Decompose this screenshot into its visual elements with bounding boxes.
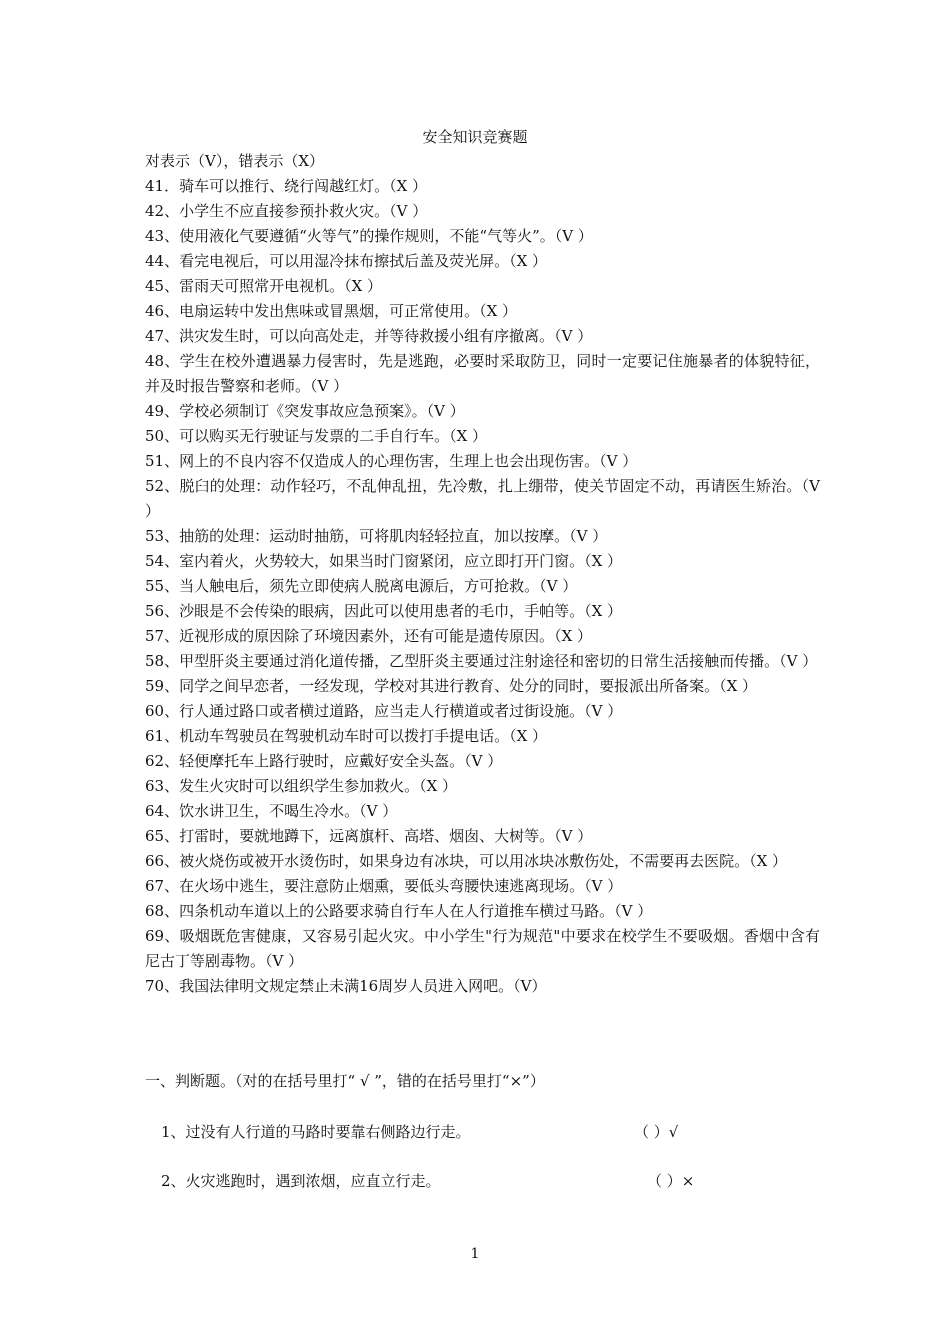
list-item: 51、网上的不良内容不仅造成人的心理伤害，生理上也会出现伤害。（V ） bbox=[145, 452, 638, 470]
list-item: 44、看完电视后，可以用湿冷抹布擦拭后盖及荧光屏。（X ） bbox=[145, 252, 548, 270]
list-item: 65、打雷时，要就地蹲下，远离旗杆、高塔、烟囱、大树等。（V ） bbox=[145, 827, 593, 845]
list-item: 46、电扇运转中发出焦味或冒黑烟，可正常使用。（X ） bbox=[145, 302, 518, 320]
list-item: 41．骑车可以推行、绕行闯越红灯。（X ） bbox=[145, 177, 428, 195]
question-text: 2、火灾逃跑时，遇到浓烟，应直立行走。 bbox=[161, 1172, 441, 1190]
list-item: 64、饮水讲卫生，不喝生冷水。（V ） bbox=[145, 802, 398, 820]
list-item: 66、被火烧伤或被开水烫伤时，如果身边有冰块，可以用冰块冰敷伤处，不需要再去医院。（X ） bbox=[145, 852, 788, 870]
list-item: 52、脱臼的处理：动作轻巧，不乱伸乱扭，先冷敷，扎上绷带，使关节固定不动，再请医生矫治。（V ） bbox=[145, 477, 820, 520]
list-item: 58、甲型肝炎主要通过消化道传播，乙型肝炎主要通过注射途径和密切的日常生活接触而传播。（V ） bbox=[145, 652, 818, 670]
list-item: 57、近视形成的原因除了环境因素外，还有可能是遗传原因。（X ） bbox=[145, 627, 593, 645]
question-text: 1、过没有人行道的马路时要靠右侧路边行走。 bbox=[161, 1123, 471, 1141]
answer-parentheses: （ ）× bbox=[647, 1172, 695, 1190]
list-item: 53、抽筋的处理：运动时抽筋，可将肌肉轻轻拉直，加以按摩。（V ） bbox=[145, 527, 608, 545]
answer-parentheses: （ ）√ bbox=[634, 1123, 679, 1141]
list-item: 43、使用液化气要遵循“火等气”的操作规则，不能“气等火”。（V ） bbox=[145, 227, 593, 245]
list-item: 70、我国法律明文规定禁止未满16周岁人员进入网吧。（V） bbox=[145, 977, 547, 995]
list-item: 60、行人通过路口或者横过道路，应当走人行横道或者过街设施。（V ） bbox=[145, 702, 623, 720]
list-item: 56、沙眼是不会传染的眼病，因此可以使用患者的毛巾，手帕等。（X ） bbox=[145, 602, 623, 620]
list-item: 59、同学之间早恋者，一经发现，学校对其进行教育、处分的同时，要报派出所备案。（X ） bbox=[145, 677, 758, 695]
list-item: 45、雷雨天可照常开电视机。（X ） bbox=[145, 277, 383, 295]
list-item: 54、室内着火，火势较大，如果当时门窗紧闭，应立即打开门窗。（X ） bbox=[145, 552, 623, 570]
document-title: 安全知识竞赛题 bbox=[422, 128, 528, 146]
list-item: 62、轻便摩托车上路行驶时，应戴好安全头盔。（V ） bbox=[145, 752, 503, 770]
list-item: 55、当人触电后，须先立即使病人脱离电源后，方可抢救。（V ） bbox=[145, 577, 578, 595]
list-item: 42、小学生不应直接参预扑救火灾。（V ） bbox=[145, 202, 428, 220]
list-item: 50、可以购买无行驶证与发票的二手自行车。（X ） bbox=[145, 427, 488, 445]
list-item: 61、机动车驾驶员在驾驶机动车时可以拨打手提电话。（X ） bbox=[145, 727, 548, 745]
list-item: 49、学校必须制订《突发事故应急预案》。（V ） bbox=[145, 402, 465, 420]
section-heading: 一、判断题。（对的在括号里打“ √ ”，错的在括号里打“×”） bbox=[145, 1072, 545, 1090]
list-item: 48、学生在校外遭遇暴力侵害时，先是逃跑，必要时采取防卫，同时一定要记住施暴者的体貌特征，并及时报告警察和老师。（V ） bbox=[145, 352, 820, 395]
list-item: 67、在火场中逃生，要注意防止烟熏，要低头弯腰快速逃离现场。（V ） bbox=[145, 877, 623, 895]
question-list bbox=[145, 149, 820, 999]
list-item: 68、四条机动车道以上的公路要求骑自行车人在人行道推车横过马路。（V ） bbox=[145, 902, 653, 920]
list-item: 69、吸烟既危害健康，又容易引起火灾。中小学生"行为规范"中要求在校学生不要吸烟。香烟中含有尼古丁等剧毒物。（V ） bbox=[145, 927, 820, 970]
list-item: 47、洪灾发生时，可以向高处走，并等待救援小组有序撤离。（V ） bbox=[145, 327, 593, 345]
answer-legend: 对表示（V），错表示（X） bbox=[145, 152, 325, 170]
list-item: 63、发生火灾时可以组织学生参加救火。（X ） bbox=[145, 777, 458, 795]
page-number: 1 bbox=[470, 1246, 480, 1262]
